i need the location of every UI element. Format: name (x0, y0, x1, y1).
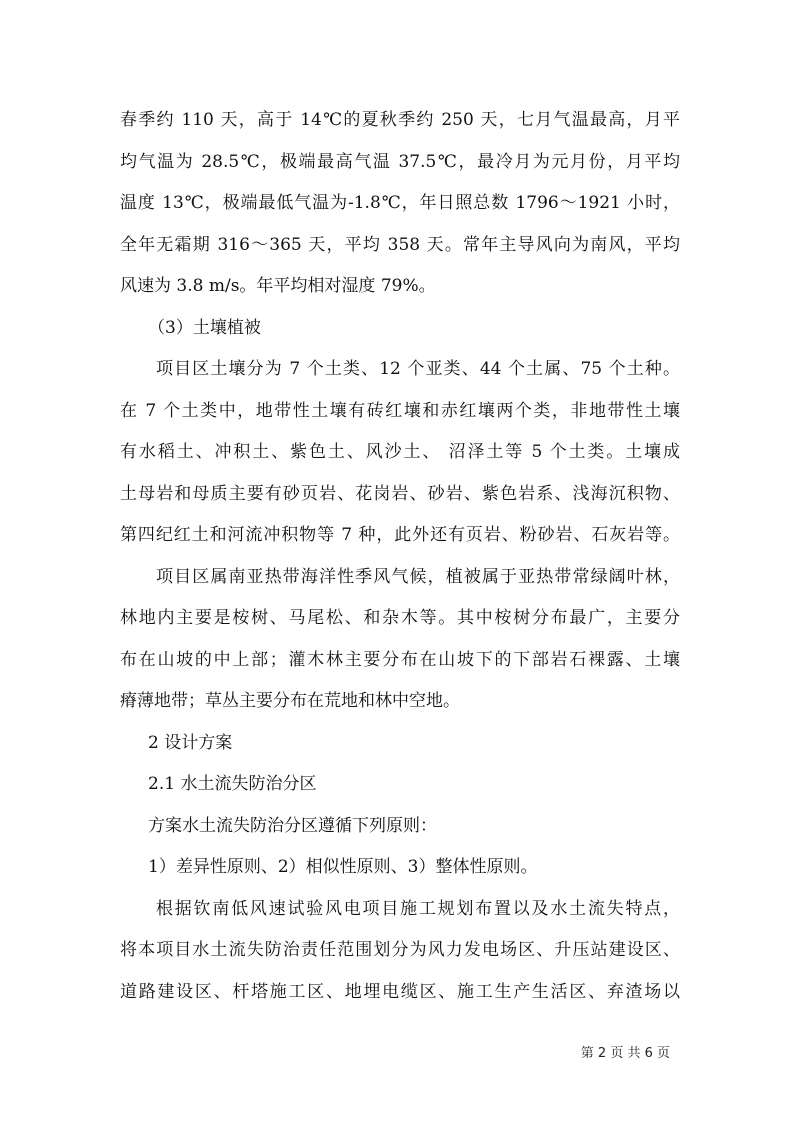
text-line: 均气温为 28.5℃，极端最高气温 37.5℃，最冷月为元月份，月平均 (120, 151, 680, 172)
paragraph-soil (120, 349, 680, 557)
text-line: 全年无霜期 316～365 天，平均 358 天。常年主导风向为南风，平均 (120, 234, 680, 255)
text-line: 布在山坡的中上部；灌木林主要分布在山坡下的下部岩石裸露、土壤 (120, 649, 680, 670)
text-line: 项目区属南亚热带海洋性季风气候，植被属于亚热带常绿阔叶林， (156, 566, 680, 587)
section-heading: 2.1 水土流失防治分区 (148, 774, 317, 794)
text-line: 春季约 110 天，高于 14℃的夏秋季约 250 天，七月气温最高，月平 (120, 110, 680, 130)
text-line: 将本项目水土流失防治责任范围划分为风力发电场区、升压站建设区、 (120, 940, 680, 960)
text-line: 有水稻土、冲积土、紫色土、风沙土、 沼泽土等 5 个土类。土壤成 (120, 442, 680, 462)
text-line: 道路建设区、杆塔施工区、地埋电缆区、施工生产生活区、弃渣场以 (120, 981, 680, 1002)
paragraph-principles-list (120, 847, 680, 889)
text-line: 1）差异性原则、2）相似性原则、3）整体性原则。 (148, 857, 538, 877)
section-heading: （3）土壤植被 (148, 317, 261, 338)
text-line: 瘠薄地带；草丛主要分布在荒地和林中空地。 (120, 691, 460, 711)
text-line: 土母岩和母质主要有砂页岩、花岗岩、砂岩、紫色岩系、浅海沉积物、 (120, 483, 680, 504)
section-heading-soil-vegetation (120, 308, 680, 350)
paragraph-zoning-detail (120, 889, 680, 1014)
text-line: 根据钦南低风速试验风电项目施工规划布置以及水土流失特点， (156, 898, 680, 919)
text-line: 林地内主要是桉树、马尾松、和杂木等。其中桉树分布最广，主要分 (120, 608, 680, 628)
text-line: 项目区土壤分为 7 个土类、12 个亚类、44 个土属、75 个土种。 (156, 359, 680, 379)
text-line: 风速为 3.8 m/s。年平均相对湿度 79%。 (120, 276, 436, 296)
section-heading: 2 设计方案 (148, 732, 233, 753)
paragraph-climate (120, 100, 680, 308)
text-line: 温度 13℃，极端最低气温为-1.8℃，年日照总数 1796～1921 小时， (120, 193, 680, 213)
section-heading-design (120, 723, 680, 765)
text-line: 在 7 个土类中，地带性土壤有砖红壤和赤红壤两个类，非地带性土壤 (120, 400, 680, 421)
page-number: 第 2 页 共 6 页 (580, 1046, 670, 1061)
paragraph-vegetation (120, 557, 680, 723)
section-heading-zoning (120, 764, 680, 806)
paragraph-principles-intro (120, 806, 680, 848)
text-line: 第四纪红土和河流冲积物等 7 种，此外还有页岩、粉砂岩、石灰岩等。 (120, 525, 680, 545)
document-body (120, 100, 680, 1013)
text-line: 方案水土流失防治分区遵循下列原则： (148, 815, 437, 836)
